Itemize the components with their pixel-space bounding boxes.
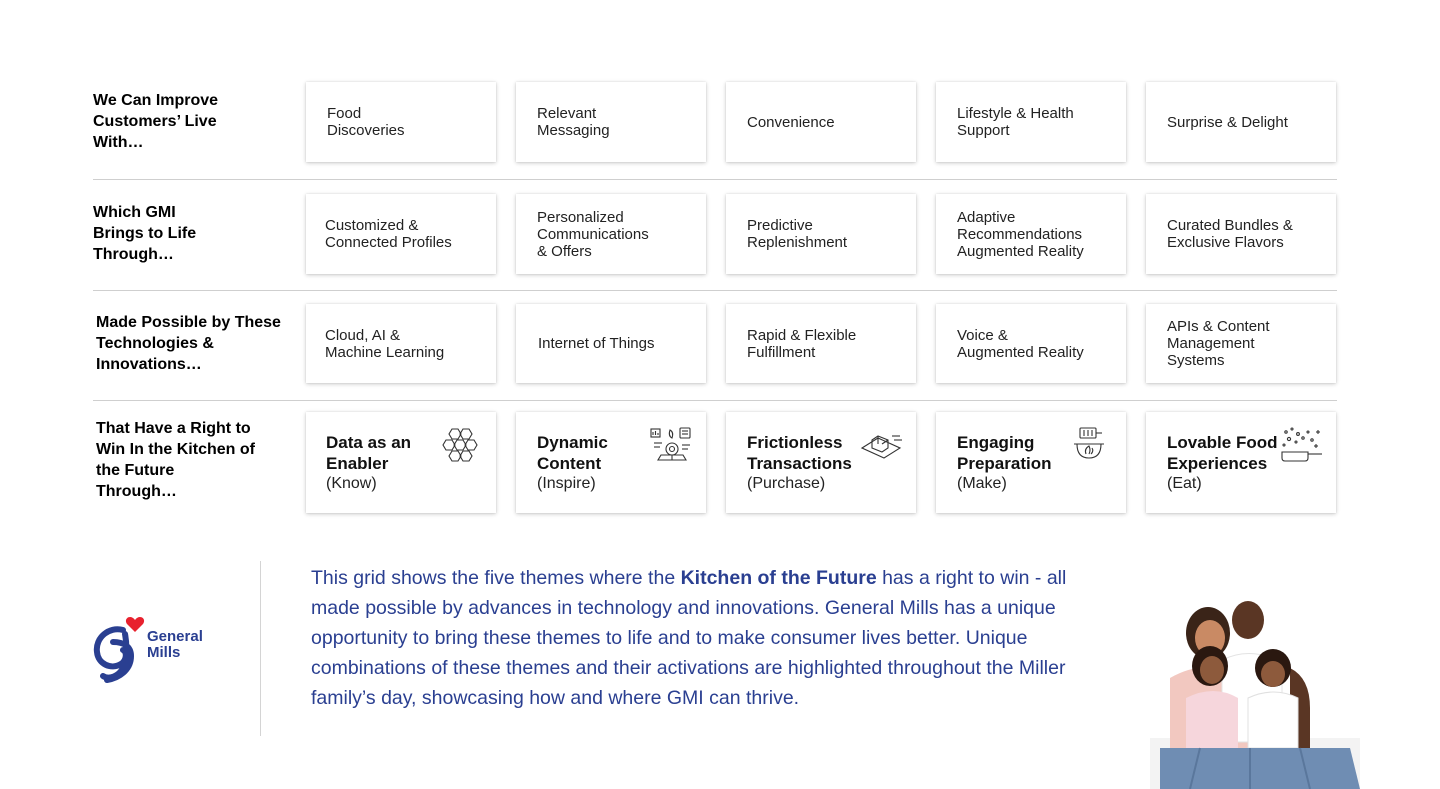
card-text: Cloud, AI & Machine Learning xyxy=(325,326,445,361)
family-photo xyxy=(1140,598,1370,789)
card-text: Relevant Messaging xyxy=(537,105,610,139)
card-text: Voice & Augmented Reality xyxy=(957,326,1084,361)
description-paragraph xyxy=(311,563,1111,713)
card-internet-of-things xyxy=(516,304,706,383)
card-personalized-communications xyxy=(516,194,706,274)
theme-card-dynamic-content xyxy=(516,412,706,513)
theme-title: Lovable Food Experiences xyxy=(1167,432,1278,473)
card-text: Predictive Replenishment xyxy=(747,217,848,251)
card-convenience xyxy=(726,82,916,162)
card-curated-bundles xyxy=(1146,194,1336,274)
description-highlight: Kitchen of the Future xyxy=(680,567,877,589)
logo-line-1: General xyxy=(147,628,203,645)
card-text: APIs & Content Management Systems xyxy=(1167,318,1270,369)
theme-title: Data as an Enabler xyxy=(326,432,412,473)
card-text: Lifestyle & Health Support xyxy=(957,105,1074,139)
card-text: Curated Bundles & Exclusive Flavors xyxy=(1167,217,1293,251)
card-adaptive-recommendations xyxy=(936,194,1126,274)
theme-card-data-enabler xyxy=(306,412,496,513)
theme-title: Dynamic Content xyxy=(537,432,608,473)
card-text: Adaptive Recommendations Augmented Reality xyxy=(957,208,1084,260)
card-predictive-replenishment xyxy=(726,194,916,274)
cooking-pot-icon xyxy=(1068,426,1114,466)
card-text: Rapid & Flexible Fulfillment xyxy=(747,326,857,361)
theme-subtitle: (Purchase) xyxy=(747,474,826,492)
card-voice-ar xyxy=(936,304,1126,383)
row-label-right-to-win: That Have a Right to Win In the Kitchen of the Future Through… xyxy=(96,420,255,500)
logo-line-2: Mills xyxy=(147,644,181,661)
theme-subtitle: (Inspire) xyxy=(537,474,596,492)
pan-sparkle-icon xyxy=(1278,426,1324,466)
row-label-brings: Which GMI Brings to Life Through… xyxy=(93,204,197,263)
description-part-1: This grid shows the five themes where the xyxy=(311,567,681,589)
card-text: Convenience xyxy=(747,113,835,131)
card-text: Personalized Communications & Offers xyxy=(537,208,649,260)
card-customized-profiles xyxy=(306,194,496,274)
card-apis-cms xyxy=(1146,304,1336,383)
card-text: Food Discoveries xyxy=(327,105,405,139)
card-cloud-ai xyxy=(306,304,496,383)
theme-title: Engaging Preparation xyxy=(957,432,1052,473)
card-text: Surprise & Delight xyxy=(1167,113,1288,131)
card-surprise-delight xyxy=(1146,82,1336,162)
card-text: Customized & Connected Profiles xyxy=(325,217,452,251)
theme-subtitle: (Know) xyxy=(326,474,377,492)
row-divider xyxy=(93,179,1337,180)
theme-subtitle: (Make) xyxy=(957,474,1007,492)
card-lifestyle-health xyxy=(936,82,1126,162)
delivery-truck-icon xyxy=(858,426,904,466)
card-text: Internet of Things xyxy=(538,335,655,352)
card-food-discoveries xyxy=(306,82,496,162)
description-part-2: has a right to win - all made possible by advances in technology and innovations. General Mills has a unique opportunity to bring these themes to life and to make consumer lives better. Unique combinations of these themes and their activations are highlighted throughout the Miller family’s day, showcasing how and where GMI can thrive. xyxy=(311,567,1067,709)
logo-wordmark xyxy=(147,629,203,661)
vertical-divider xyxy=(260,561,261,736)
row-label-improve: We Can Improve Customers’ Live With… xyxy=(93,92,219,151)
card-relevant-messaging xyxy=(516,82,706,162)
theme-title: Frictionless Transactions xyxy=(747,432,852,473)
row-divider xyxy=(93,290,1337,291)
theme-card-frictionless-transactions xyxy=(726,412,916,513)
row-label-technologies: Made Possible by These Technologies & Innovations… xyxy=(96,314,281,373)
theme-card-engaging-preparation xyxy=(936,412,1126,513)
row-divider xyxy=(93,400,1337,401)
card-rapid-fulfillment xyxy=(726,304,916,383)
theme-subtitle: (Eat) xyxy=(1167,474,1202,492)
honeycomb-icon xyxy=(438,426,484,466)
content-device-icon xyxy=(648,426,694,466)
theme-card-lovable-food xyxy=(1146,412,1336,513)
